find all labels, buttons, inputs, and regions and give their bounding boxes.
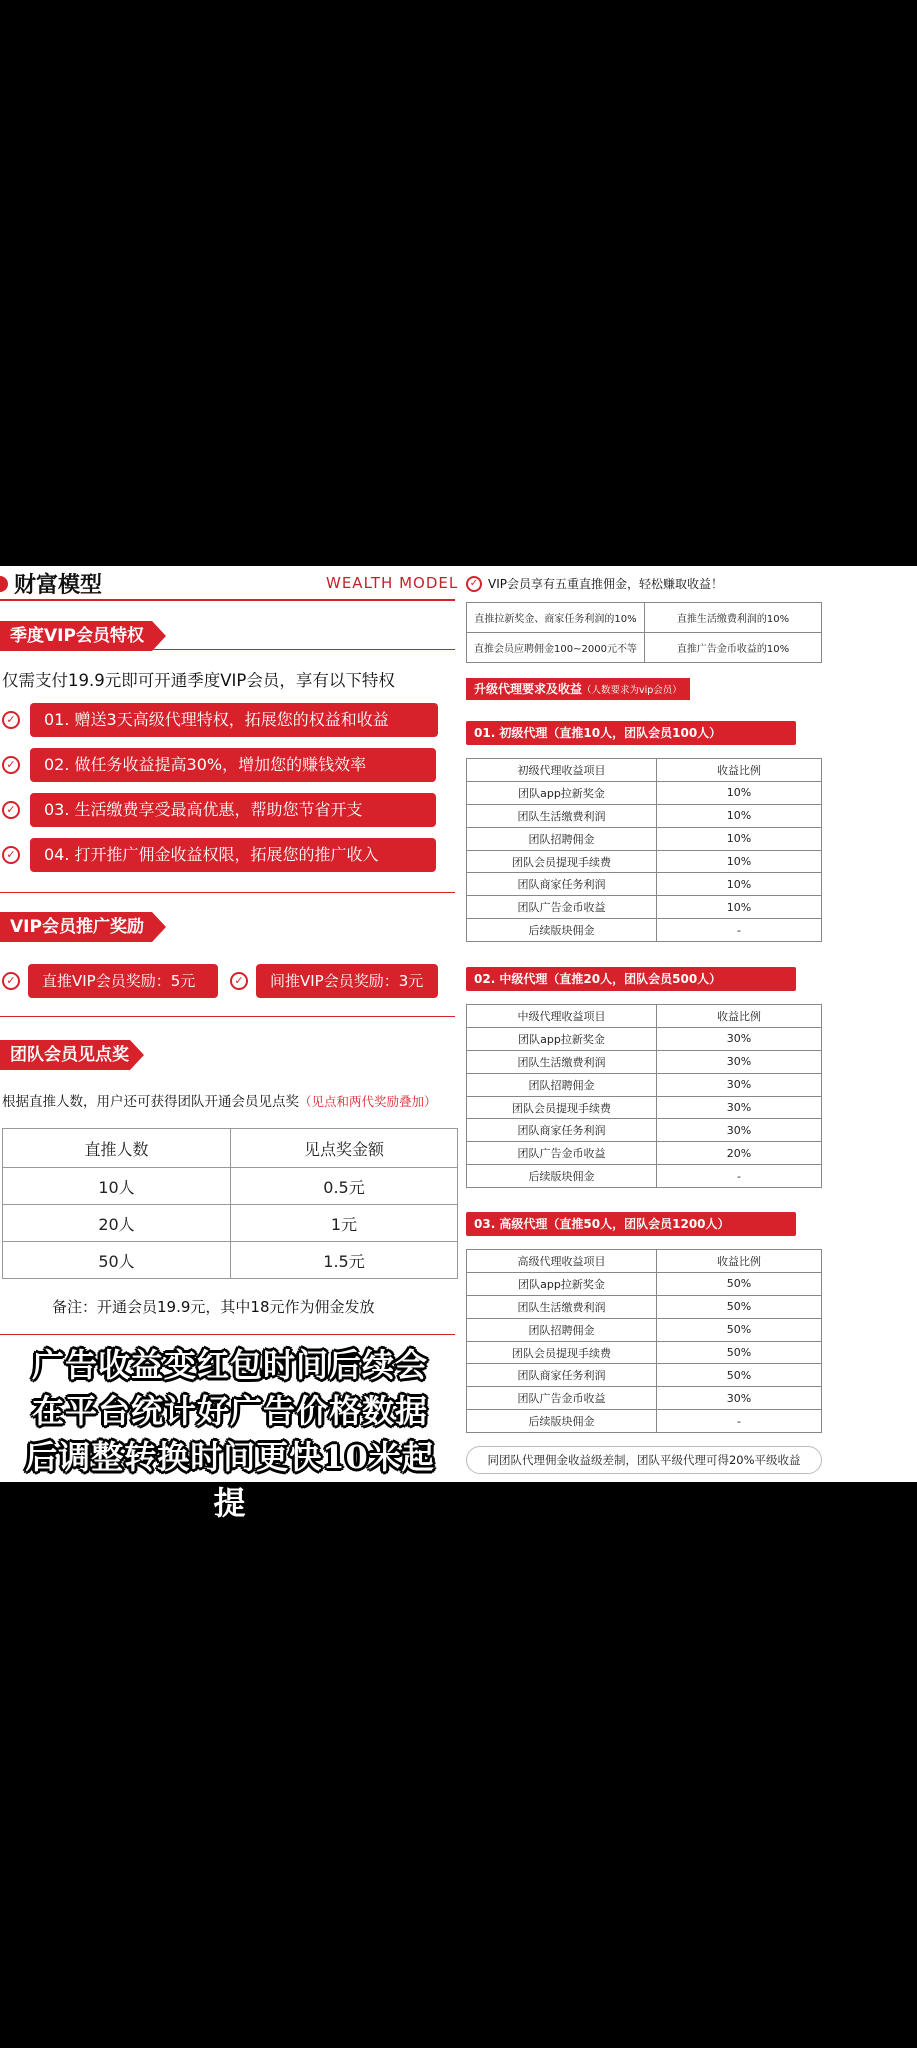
check-icon: ✓: [2, 756, 20, 774]
tier-bar-intermediate: 02. 中级代理（直推20人，团队会员500人）: [466, 967, 796, 991]
table-cell: -: [657, 1410, 822, 1433]
overlay-caption-line: 广告收益变红包时间后续会: [31, 1346, 428, 1384]
page-subtitle: WEALTH MODEL: [326, 574, 459, 592]
vip-privilege-tag: 季度VIP会员特权: [0, 621, 152, 651]
table-cell: 1.5元: [231, 1242, 458, 1279]
table-cell: 团队广告金币收益: [467, 896, 657, 919]
check-icon: ✓: [2, 972, 20, 990]
divider: [0, 892, 455, 893]
table-cell: 50%: [657, 1295, 822, 1318]
divider: [0, 649, 455, 650]
table-cell: 团队会员提现手续费: [467, 1096, 657, 1119]
table-cell: 团队招聘佣金: [467, 1318, 657, 1341]
table-cell: 1元: [231, 1205, 458, 1242]
table-cell: 30%: [657, 1073, 822, 1096]
team-bonus-desc: [2, 1090, 437, 1110]
vip-commission-title: VIP会员享有五重直推佣金，轻松赚取收益！: [488, 577, 723, 591]
table-header: 直推人数: [3, 1129, 231, 1168]
table-cell: 50%: [657, 1341, 822, 1364]
table-cell: 后续版块佣金: [467, 1165, 657, 1188]
header-marker: [0, 576, 8, 592]
table-cell: -: [657, 1165, 822, 1188]
table-cell: 团队商家任务利润: [467, 873, 657, 896]
tier-bar-junior: 01. 初级代理（直推10人，团队会员100人）: [466, 721, 796, 745]
table-cell: 团队会员提现手续费: [467, 1341, 657, 1364]
vip-privilege-item: 04. 打开推广佣金收益权限，拓展您的推广收入: [30, 838, 436, 872]
divider: [0, 599, 455, 601]
table-cell: 10%: [657, 804, 822, 827]
table-cell: 20%: [657, 1142, 822, 1165]
tier-bar-senior: 03. 高级代理（直推50人，团队会员1200人）: [466, 1212, 796, 1236]
vip-privilege-item: 03. 生活缴费享受最高优惠，帮助您节省开支: [30, 793, 436, 827]
tier-table-junior: [466, 758, 822, 942]
table-cell: 10人: [3, 1168, 231, 1205]
overlay-caption-line: 后调整转换时间更快10米起提: [25, 1438, 435, 1522]
tier-table-senior: [466, 1249, 822, 1433]
table-cell: 团队广告金币收益: [467, 1142, 657, 1165]
check-icon: ✓: [2, 711, 20, 729]
team-bonus-tag: 团队会员见点奖: [0, 1040, 130, 1070]
table-cell: 团队会员提现手续费: [467, 850, 657, 873]
table-cell: 团队app拉新奖金: [467, 1027, 657, 1050]
table-cell: 团队商家任务利润: [467, 1119, 657, 1142]
vip-promo-tag: VIP会员推广奖励: [0, 912, 152, 942]
table-cell: 10%: [657, 781, 822, 804]
check-icon: ✓: [466, 576, 482, 592]
tier-table-intermediate: [466, 1004, 822, 1188]
table-cell: 10%: [657, 827, 822, 850]
table-header: 初级代理收益项目: [467, 759, 657, 782]
table-header: 收益比例: [657, 1005, 822, 1028]
commission-note: 备注：开通会员19.9元，其中18元作为佣金发放: [52, 1298, 375, 1316]
direct-vip-reward: 直推VIP会员奖励：5元: [28, 964, 218, 998]
team-bonus-desc-note: （见点和两代奖励叠加）: [299, 1094, 437, 1109]
wealth-model-poster: [0, 566, 917, 1522]
check-icon: ✓: [2, 801, 20, 819]
vip-commission-table: [466, 602, 822, 663]
table-cell: 30%: [657, 1096, 822, 1119]
table-header: 收益比例: [657, 1250, 822, 1273]
overlay-caption-line: 在平台统计好广告价格数据: [31, 1392, 428, 1430]
table-cell: 30%: [657, 1387, 822, 1410]
table-cell: 30%: [657, 1119, 822, 1142]
table-cell: 团队商家任务利润: [467, 1364, 657, 1387]
table-header: 中级代理收益项目: [467, 1005, 657, 1028]
table-cell: 50%: [657, 1364, 822, 1387]
table-cell: 后续版块佣金: [467, 919, 657, 942]
vip-privilege-item: 02. 做任务收益提高30%，增加您的赚钱效率: [30, 748, 436, 782]
page-title: 财富模型: [14, 573, 103, 598]
table-cell: 50%: [657, 1318, 822, 1341]
divider: [0, 1334, 455, 1335]
table-cell: 30%: [657, 1027, 822, 1050]
table-cell: 30%: [657, 1050, 822, 1073]
upgrade-title: 升级代理要求及收益: [474, 682, 583, 696]
table-cell: 后续版块佣金: [467, 1410, 657, 1433]
table-cell: 直推会员应聘佣金100~2000元不等: [467, 633, 645, 663]
table-cell: 直推生活缴费利润的10%: [645, 603, 822, 633]
table-header: 高级代理收益项目: [467, 1250, 657, 1273]
table-cell: 10%: [657, 896, 822, 919]
table-header: 收益比例: [657, 759, 822, 782]
vip-privilege-item: 01. 赠送3天高级代理特权，拓展您的权益和收益: [30, 703, 438, 737]
table-cell: 团队生活缴费利润: [467, 804, 657, 827]
table-cell: 0.5元: [231, 1168, 458, 1205]
table-cell: 20人: [3, 1205, 231, 1242]
table-cell: 10%: [657, 850, 822, 873]
table-cell: 团队app拉新奖金: [467, 1272, 657, 1295]
team-bonus-desc-text: 根据直推人数，用户还可获得团队开通会员见点奖: [2, 1094, 299, 1110]
table-cell: 团队招聘佣金: [467, 1073, 657, 1096]
table-cell: 团队招聘佣金: [467, 827, 657, 850]
check-icon: ✓: [230, 972, 248, 990]
table-cell: 直推广告金币收益的10%: [645, 633, 822, 663]
table-cell: 10%: [657, 873, 822, 896]
vip-intro-text: 仅需支付19.9元即可开通季度VIP会员，享有以下特权: [2, 671, 395, 690]
table-header: 见点奖金额: [231, 1129, 458, 1168]
indirect-vip-reward: 间推VIP会员奖励：3元: [256, 964, 438, 998]
table-cell: 50人: [3, 1242, 231, 1279]
table-cell: 50%: [657, 1272, 822, 1295]
peer-bonus-footer: 同团队代理佣金收益级差制，团队平级代理可得20%平级收益: [466, 1446, 822, 1474]
team-bonus-table: [2, 1128, 458, 1279]
check-icon: ✓: [2, 846, 20, 864]
table-cell: 直推拉新奖金、商家任务利润的10%: [467, 603, 645, 633]
table-cell: 团队app拉新奖金: [467, 781, 657, 804]
upgrade-note: （人数要求为vip会员）: [582, 685, 682, 696]
table-cell: 团队生活缴费利润: [467, 1050, 657, 1073]
table-cell: -: [657, 919, 822, 942]
divider: [0, 1016, 455, 1017]
upgrade-requirements-tag: [466, 678, 690, 700]
table-cell: 团队生活缴费利润: [467, 1295, 657, 1318]
table-cell: 团队广告金币收益: [467, 1387, 657, 1410]
